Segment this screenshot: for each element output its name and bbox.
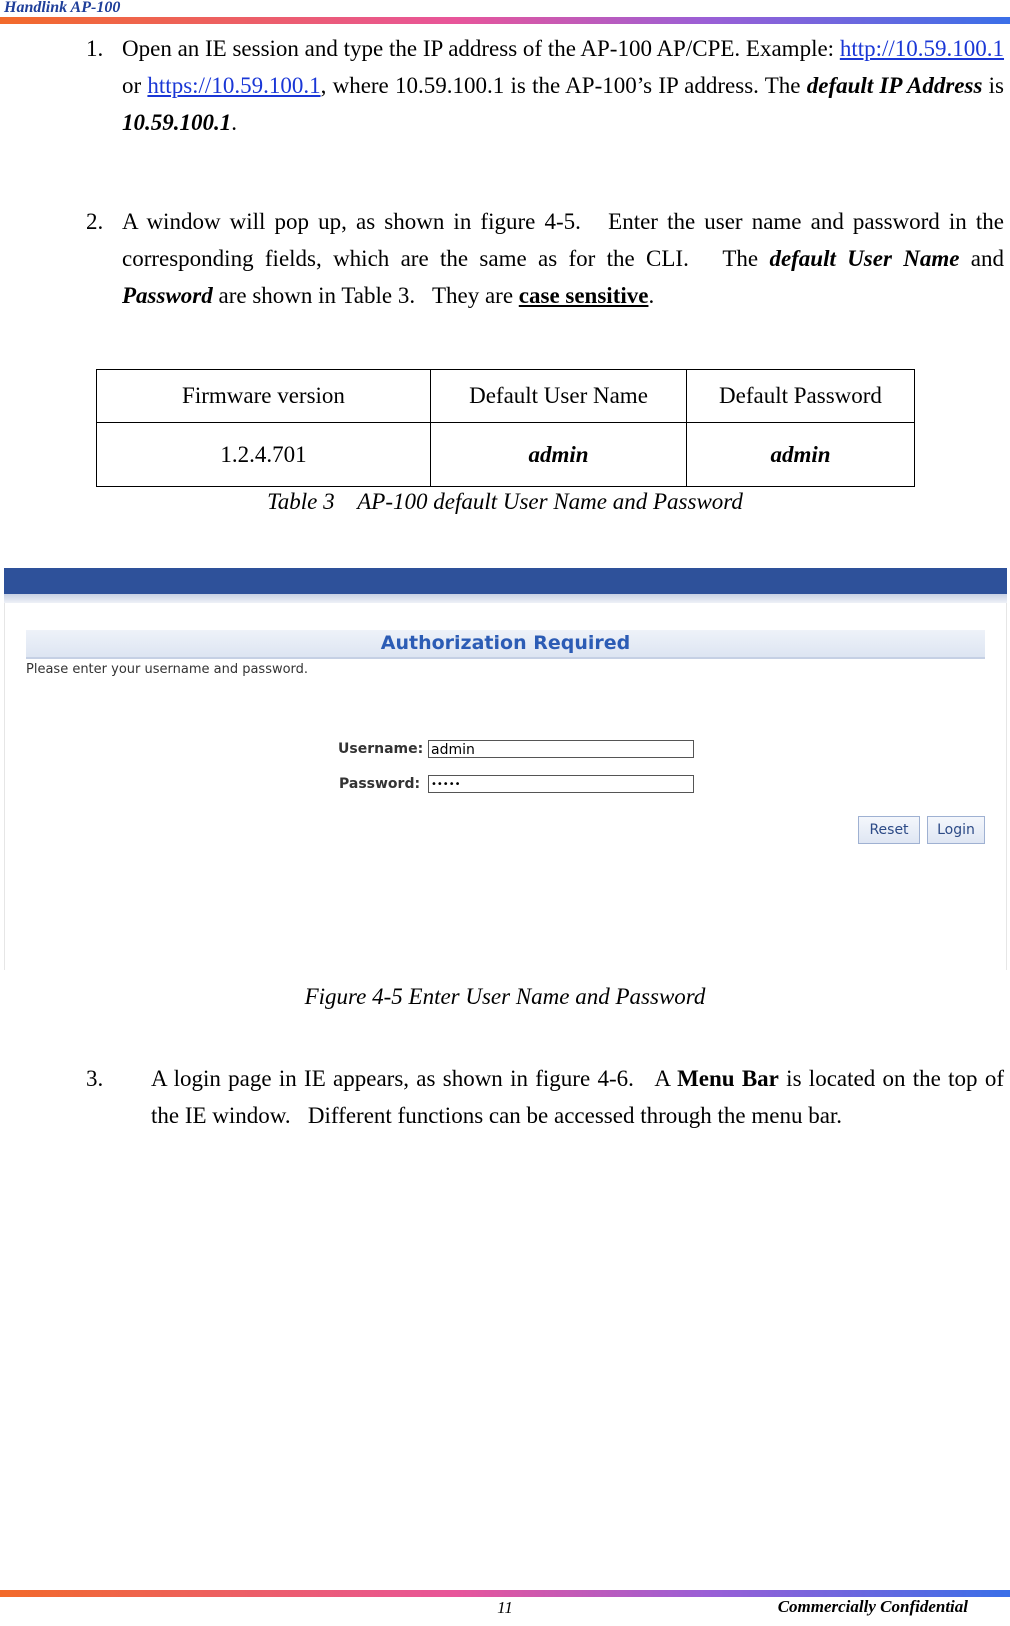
table-row	[97, 423, 915, 487]
login-screenshot-figure	[4, 568, 1007, 970]
window-banner	[4, 568, 1007, 594]
step-1-text: Open an IE session and type the IP address of the AP-100 AP/CPE. Example: http://10.59.100.1 or https://10.59.100.1, where 10.59.100.1 is the AP-100’s IP address. The default IP Address is 10.59.100.1.	[122, 36, 1005, 135]
username-label: Username:	[338, 741, 424, 757]
username-input[interactable]: admin	[428, 740, 694, 758]
auth-title: Authorization Required	[26, 630, 985, 659]
step-1-number: 1.	[86, 36, 104, 61]
figure-border-right	[1006, 603, 1007, 970]
page-number: 11	[497, 1598, 513, 1617]
table-header-cell: Default Password	[687, 370, 915, 423]
footer-confidential: Commercially Confidential	[777, 1597, 968, 1616]
password-input[interactable]: •••••	[428, 775, 694, 793]
step-3-text: A login page in IE appears, as shown in figure 4-6. A Menu Bar is located on the top of the IE window. Different functions can be accessed through the menu bar.	[151, 1066, 1010, 1128]
step-3-number: 3.	[86, 1066, 104, 1091]
step-2	[86, 203, 1010, 314]
ip-link-http[interactable]: http://10.59.100.1	[839, 36, 1005, 61]
step-1	[86, 30, 1004, 141]
footer-rule	[0, 1590, 1010, 1597]
table-header-cell: Firmware version	[97, 370, 431, 423]
header-rule	[0, 17, 1010, 24]
ip-link-https[interactable]: https://10.59.100.1	[147, 73, 321, 98]
table-cell-firmware: 1.2.4.701	[97, 423, 431, 487]
login-button[interactable]: Login	[927, 816, 985, 844]
step-2-number: 2.	[86, 209, 104, 234]
header-title: Handlink AP-100	[4, 0, 121, 16]
table-caption: Table 3 AP-100 default User Name and Password	[267, 489, 743, 514]
password-label: Password:	[339, 776, 421, 792]
credentials-table	[96, 369, 915, 487]
reset-button[interactable]: Reset	[858, 816, 920, 844]
table-cell-username: admin	[431, 423, 687, 487]
auth-subtitle: Please enter your username and password.	[26, 662, 309, 677]
table-header-cell: Default User Name	[431, 370, 687, 423]
figure-border-left	[4, 603, 5, 970]
table-cell-password: admin	[687, 423, 915, 487]
table-header-row	[97, 370, 915, 423]
step-3	[86, 1060, 1010, 1134]
figure-caption: Figure 4-5 Enter User Name and Password	[304, 984, 706, 1009]
step-2-text: A window will pop up, as shown in figure 4-5. Enter the user name and password in the corresponding fields, which are the same as for the CLI. The default User Name and Password are shown in Table 3. They are case sensitive.	[122, 209, 1010, 308]
banner-shadow	[4, 594, 1007, 603]
